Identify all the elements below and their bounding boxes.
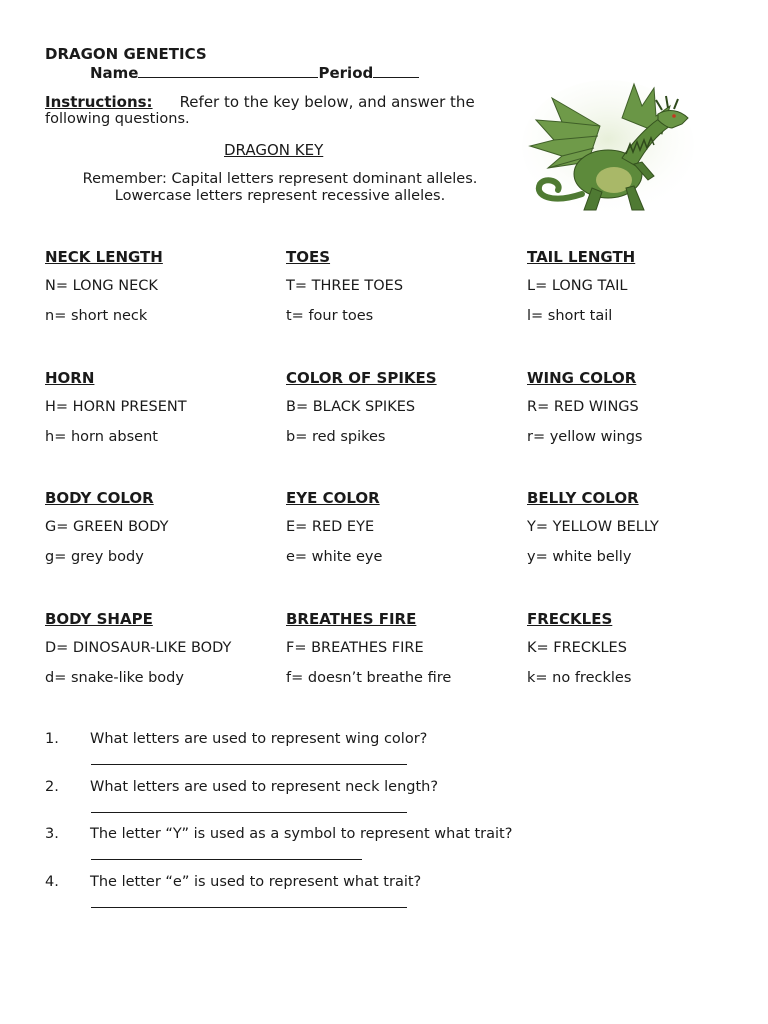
trait-dominant-allele: F= BREATHES FIRE (286, 640, 424, 656)
question-text: The letter “e” is used to represent what trait? (90, 874, 422, 890)
trait-heading: HORN (45, 369, 95, 387)
name-field[interactable] (138, 63, 318, 78)
trait-heading: NECK LENGTH (45, 248, 163, 266)
dragon-key-title: DRAGON KEY (224, 141, 324, 159)
trait-dominant-allele: B= BLACK SPIKES (286, 399, 416, 415)
name-period-row (90, 63, 419, 82)
trait-heading: BELLY COLOR (527, 489, 639, 507)
answer-line[interactable] (91, 764, 407, 765)
trait-recessive-allele: f= doesn’t breathe fire (286, 670, 452, 686)
page-title: DRAGON GENETICS (45, 45, 207, 63)
question-number: 2. (45, 779, 59, 795)
answer-line[interactable] (91, 907, 407, 908)
answer-line[interactable] (91, 812, 407, 813)
trait-recessive-allele: e= white eye (286, 549, 383, 565)
trait-dominant-allele: N= LONG NECK (45, 278, 158, 294)
trait-heading: EYE COLOR (286, 489, 380, 507)
trait-recessive-allele: k= no freckles (527, 670, 632, 686)
trait-recessive-allele: d= snake-like body (45, 670, 184, 686)
trait-heading: COLOR OF SPIKES (286, 369, 437, 387)
period-field[interactable] (373, 63, 419, 78)
trait-dominant-allele: Y= YELLOW BELLY (527, 519, 659, 535)
instructions-line2: following questions. (45, 111, 190, 127)
instructions-line1 (45, 93, 475, 111)
name-label: Name (90, 64, 139, 82)
question-text: What letters are used to represent neck length? (90, 779, 439, 795)
trait-dominant-allele: D= DINOSAUR-LIKE BODY (45, 640, 232, 656)
instructions-label: Instructions: (45, 93, 153, 111)
trait-recessive-allele: b= red spikes (286, 429, 386, 445)
trait-heading: WING COLOR (527, 369, 637, 387)
trait-dominant-allele: K= FRECKLES (527, 640, 627, 656)
trait-dominant-allele: E= RED EYE (286, 519, 375, 535)
trait-heading: TOES (286, 248, 331, 266)
trait-heading: FRECKLES (527, 610, 613, 628)
question-number: 1. (45, 731, 59, 747)
period-label: Period (318, 64, 374, 82)
remember-line2: Lowercase letters represent recessive alleles. (114, 188, 446, 204)
answer-line[interactable] (91, 859, 362, 860)
trait-dominant-allele: R= RED WINGS (527, 399, 639, 415)
trait-dominant-allele: L= LONG TAIL (527, 278, 628, 294)
remember-line1: Remember: Capital letters represent dominant alleles. (82, 171, 478, 187)
trait-dominant-allele: H= HORN PRESENT (45, 399, 187, 415)
trait-recessive-allele: y= white belly (527, 549, 632, 565)
trait-heading: TAIL LENGTH (527, 248, 636, 266)
trait-heading: BODY SHAPE (45, 610, 153, 628)
dragon-illustration (522, 76, 698, 216)
trait-recessive-allele: l= short tail (527, 308, 613, 324)
trait-heading: BREATHES FIRE (286, 610, 417, 628)
trait-dominant-allele: T= THREE TOES (286, 278, 404, 294)
trait-recessive-allele: r= yellow wings (527, 429, 643, 445)
trait-recessive-allele: g= grey body (45, 549, 144, 565)
trait-recessive-allele: h= horn absent (45, 429, 158, 445)
trait-heading: BODY COLOR (45, 489, 154, 507)
question-number: 3. (45, 826, 59, 842)
question-text: The letter “Y” is used as a symbol to represent what trait? (90, 826, 513, 842)
instructions-text: Refer to the key below, and answer the (179, 93, 475, 111)
question-text: What letters are used to represent wing color? (90, 731, 428, 747)
trait-dominant-allele: G= GREEN BODY (45, 519, 169, 535)
trait-recessive-allele: t= four toes (286, 308, 374, 324)
trait-recessive-allele: n= short neck (45, 308, 148, 324)
question-number: 4. (45, 874, 59, 890)
